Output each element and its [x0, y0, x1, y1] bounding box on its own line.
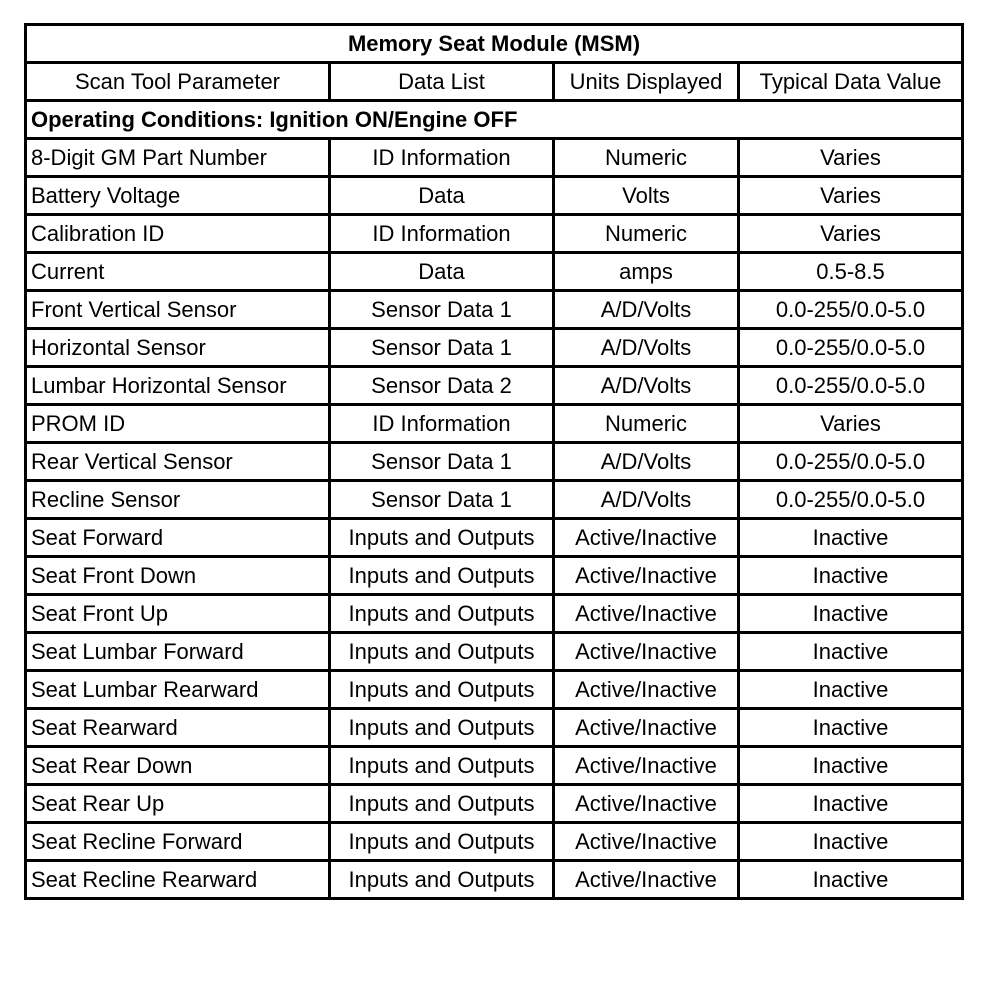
cell-data-list: Inputs and Outputs: [330, 861, 554, 899]
msm-data-table: [24, 23, 964, 900]
cell-units: amps: [554, 253, 739, 291]
table-row: [26, 557, 963, 595]
table-row: [26, 443, 963, 481]
cell-parameter: Seat Recline Forward: [26, 823, 330, 861]
column-header-units-displayed: Units Displayed: [554, 63, 739, 101]
cell-data-list: Sensor Data 2: [330, 367, 554, 405]
cell-parameter: PROM ID: [26, 405, 330, 443]
cell-parameter: Seat Forward: [26, 519, 330, 557]
cell-typical-value: Varies: [739, 405, 963, 443]
table-row: [26, 785, 963, 823]
cell-data-list: ID Information: [330, 215, 554, 253]
column-header-typical-data-value: Typical Data Value: [739, 63, 963, 101]
cell-data-list: Inputs and Outputs: [330, 785, 554, 823]
cell-units: Numeric: [554, 405, 739, 443]
cell-units: A/D/Volts: [554, 367, 739, 405]
cell-units: Numeric: [554, 215, 739, 253]
table-row: [26, 481, 963, 519]
cell-parameter: Front Vertical Sensor: [26, 291, 330, 329]
cell-parameter: Seat Recline Rearward: [26, 861, 330, 899]
cell-units: Active/Inactive: [554, 709, 739, 747]
cell-units: A/D/Volts: [554, 481, 739, 519]
table-row: [26, 367, 963, 405]
cell-parameter: Horizontal Sensor: [26, 329, 330, 367]
cell-parameter: 8-Digit GM Part Number: [26, 139, 330, 177]
cell-typical-value: Inactive: [739, 823, 963, 861]
cell-parameter: Battery Voltage: [26, 177, 330, 215]
cell-typical-value: 0.0-255/0.0-5.0: [739, 291, 963, 329]
cell-parameter: Seat Front Up: [26, 595, 330, 633]
column-header-scan-tool-parameter: Scan Tool Parameter: [26, 63, 330, 101]
cell-data-list: Inputs and Outputs: [330, 747, 554, 785]
table-row: [26, 595, 963, 633]
title-row: [26, 25, 963, 63]
cell-typical-value: 0.0-255/0.0-5.0: [739, 367, 963, 405]
table-row: [26, 177, 963, 215]
cell-data-list: Inputs and Outputs: [330, 519, 554, 557]
table-row: [26, 861, 963, 899]
cell-data-list: Sensor Data 1: [330, 329, 554, 367]
cell-units: Active/Inactive: [554, 785, 739, 823]
cell-data-list: Inputs and Outputs: [330, 671, 554, 709]
section-row: [26, 101, 963, 139]
cell-units: Active/Inactive: [554, 519, 739, 557]
table-body: [26, 25, 963, 899]
cell-parameter: Seat Lumbar Forward: [26, 633, 330, 671]
table-row: [26, 671, 963, 709]
cell-typical-value: Inactive: [739, 595, 963, 633]
cell-parameter: Lumbar Horizontal Sensor: [26, 367, 330, 405]
table-title: Memory Seat Module (MSM): [26, 25, 963, 63]
cell-data-list: Inputs and Outputs: [330, 709, 554, 747]
table-row: [26, 709, 963, 747]
cell-typical-value: 0.0-255/0.0-5.0: [739, 443, 963, 481]
cell-typical-value: Inactive: [739, 671, 963, 709]
cell-data-list: ID Information: [330, 405, 554, 443]
cell-data-list: Sensor Data 1: [330, 291, 554, 329]
cell-units: Active/Inactive: [554, 557, 739, 595]
cell-data-list: Data: [330, 253, 554, 291]
cell-data-list: Data: [330, 177, 554, 215]
cell-parameter: Calibration ID: [26, 215, 330, 253]
cell-typical-value: Inactive: [739, 709, 963, 747]
cell-units: Active/Inactive: [554, 823, 739, 861]
cell-data-list: Inputs and Outputs: [330, 633, 554, 671]
cell-typical-value: Inactive: [739, 519, 963, 557]
cell-parameter: Seat Rear Down: [26, 747, 330, 785]
cell-typical-value: Inactive: [739, 861, 963, 899]
cell-typical-value: Inactive: [739, 785, 963, 823]
cell-parameter: Seat Rearward: [26, 709, 330, 747]
table-row: [26, 519, 963, 557]
cell-typical-value: Inactive: [739, 557, 963, 595]
table-row: [26, 329, 963, 367]
table-row: [26, 633, 963, 671]
cell-data-list: Sensor Data 1: [330, 481, 554, 519]
cell-typical-value: Varies: [739, 177, 963, 215]
cell-units: Numeric: [554, 139, 739, 177]
cell-parameter: Recline Sensor: [26, 481, 330, 519]
table-row: [26, 253, 963, 291]
operating-conditions-label: Operating Conditions: Ignition ON/Engine OFF: [26, 101, 963, 139]
cell-typical-value: 0.5-8.5: [739, 253, 963, 291]
cell-parameter: Current: [26, 253, 330, 291]
cell-units: Active/Inactive: [554, 595, 739, 633]
table-row: [26, 823, 963, 861]
cell-data-list: Inputs and Outputs: [330, 557, 554, 595]
cell-units: Active/Inactive: [554, 861, 739, 899]
table-row: [26, 291, 963, 329]
cell-data-list: Inputs and Outputs: [330, 595, 554, 633]
cell-typical-value: Varies: [739, 139, 963, 177]
cell-typical-value: Inactive: [739, 633, 963, 671]
cell-typical-value: 0.0-255/0.0-5.0: [739, 329, 963, 367]
cell-data-list: Inputs and Outputs: [330, 823, 554, 861]
cell-typical-value: Inactive: [739, 747, 963, 785]
cell-parameter: Rear Vertical Sensor: [26, 443, 330, 481]
table-row: [26, 139, 963, 177]
cell-units: Volts: [554, 177, 739, 215]
table-row: [26, 405, 963, 443]
table-row: [26, 215, 963, 253]
cell-units: Active/Inactive: [554, 633, 739, 671]
cell-typical-value: 0.0-255/0.0-5.0: [739, 481, 963, 519]
table-row: [26, 747, 963, 785]
cell-data-list: Sensor Data 1: [330, 443, 554, 481]
cell-units: Active/Inactive: [554, 671, 739, 709]
header-row: [26, 63, 963, 101]
cell-units: Active/Inactive: [554, 747, 739, 785]
cell-parameter: Seat Rear Up: [26, 785, 330, 823]
cell-units: A/D/Volts: [554, 443, 739, 481]
cell-parameter: Seat Front Down: [26, 557, 330, 595]
cell-typical-value: Varies: [739, 215, 963, 253]
column-header-data-list: Data List: [330, 63, 554, 101]
cell-parameter: Seat Lumbar Rearward: [26, 671, 330, 709]
cell-units: A/D/Volts: [554, 329, 739, 367]
cell-units: A/D/Volts: [554, 291, 739, 329]
cell-data-list: ID Information: [330, 139, 554, 177]
